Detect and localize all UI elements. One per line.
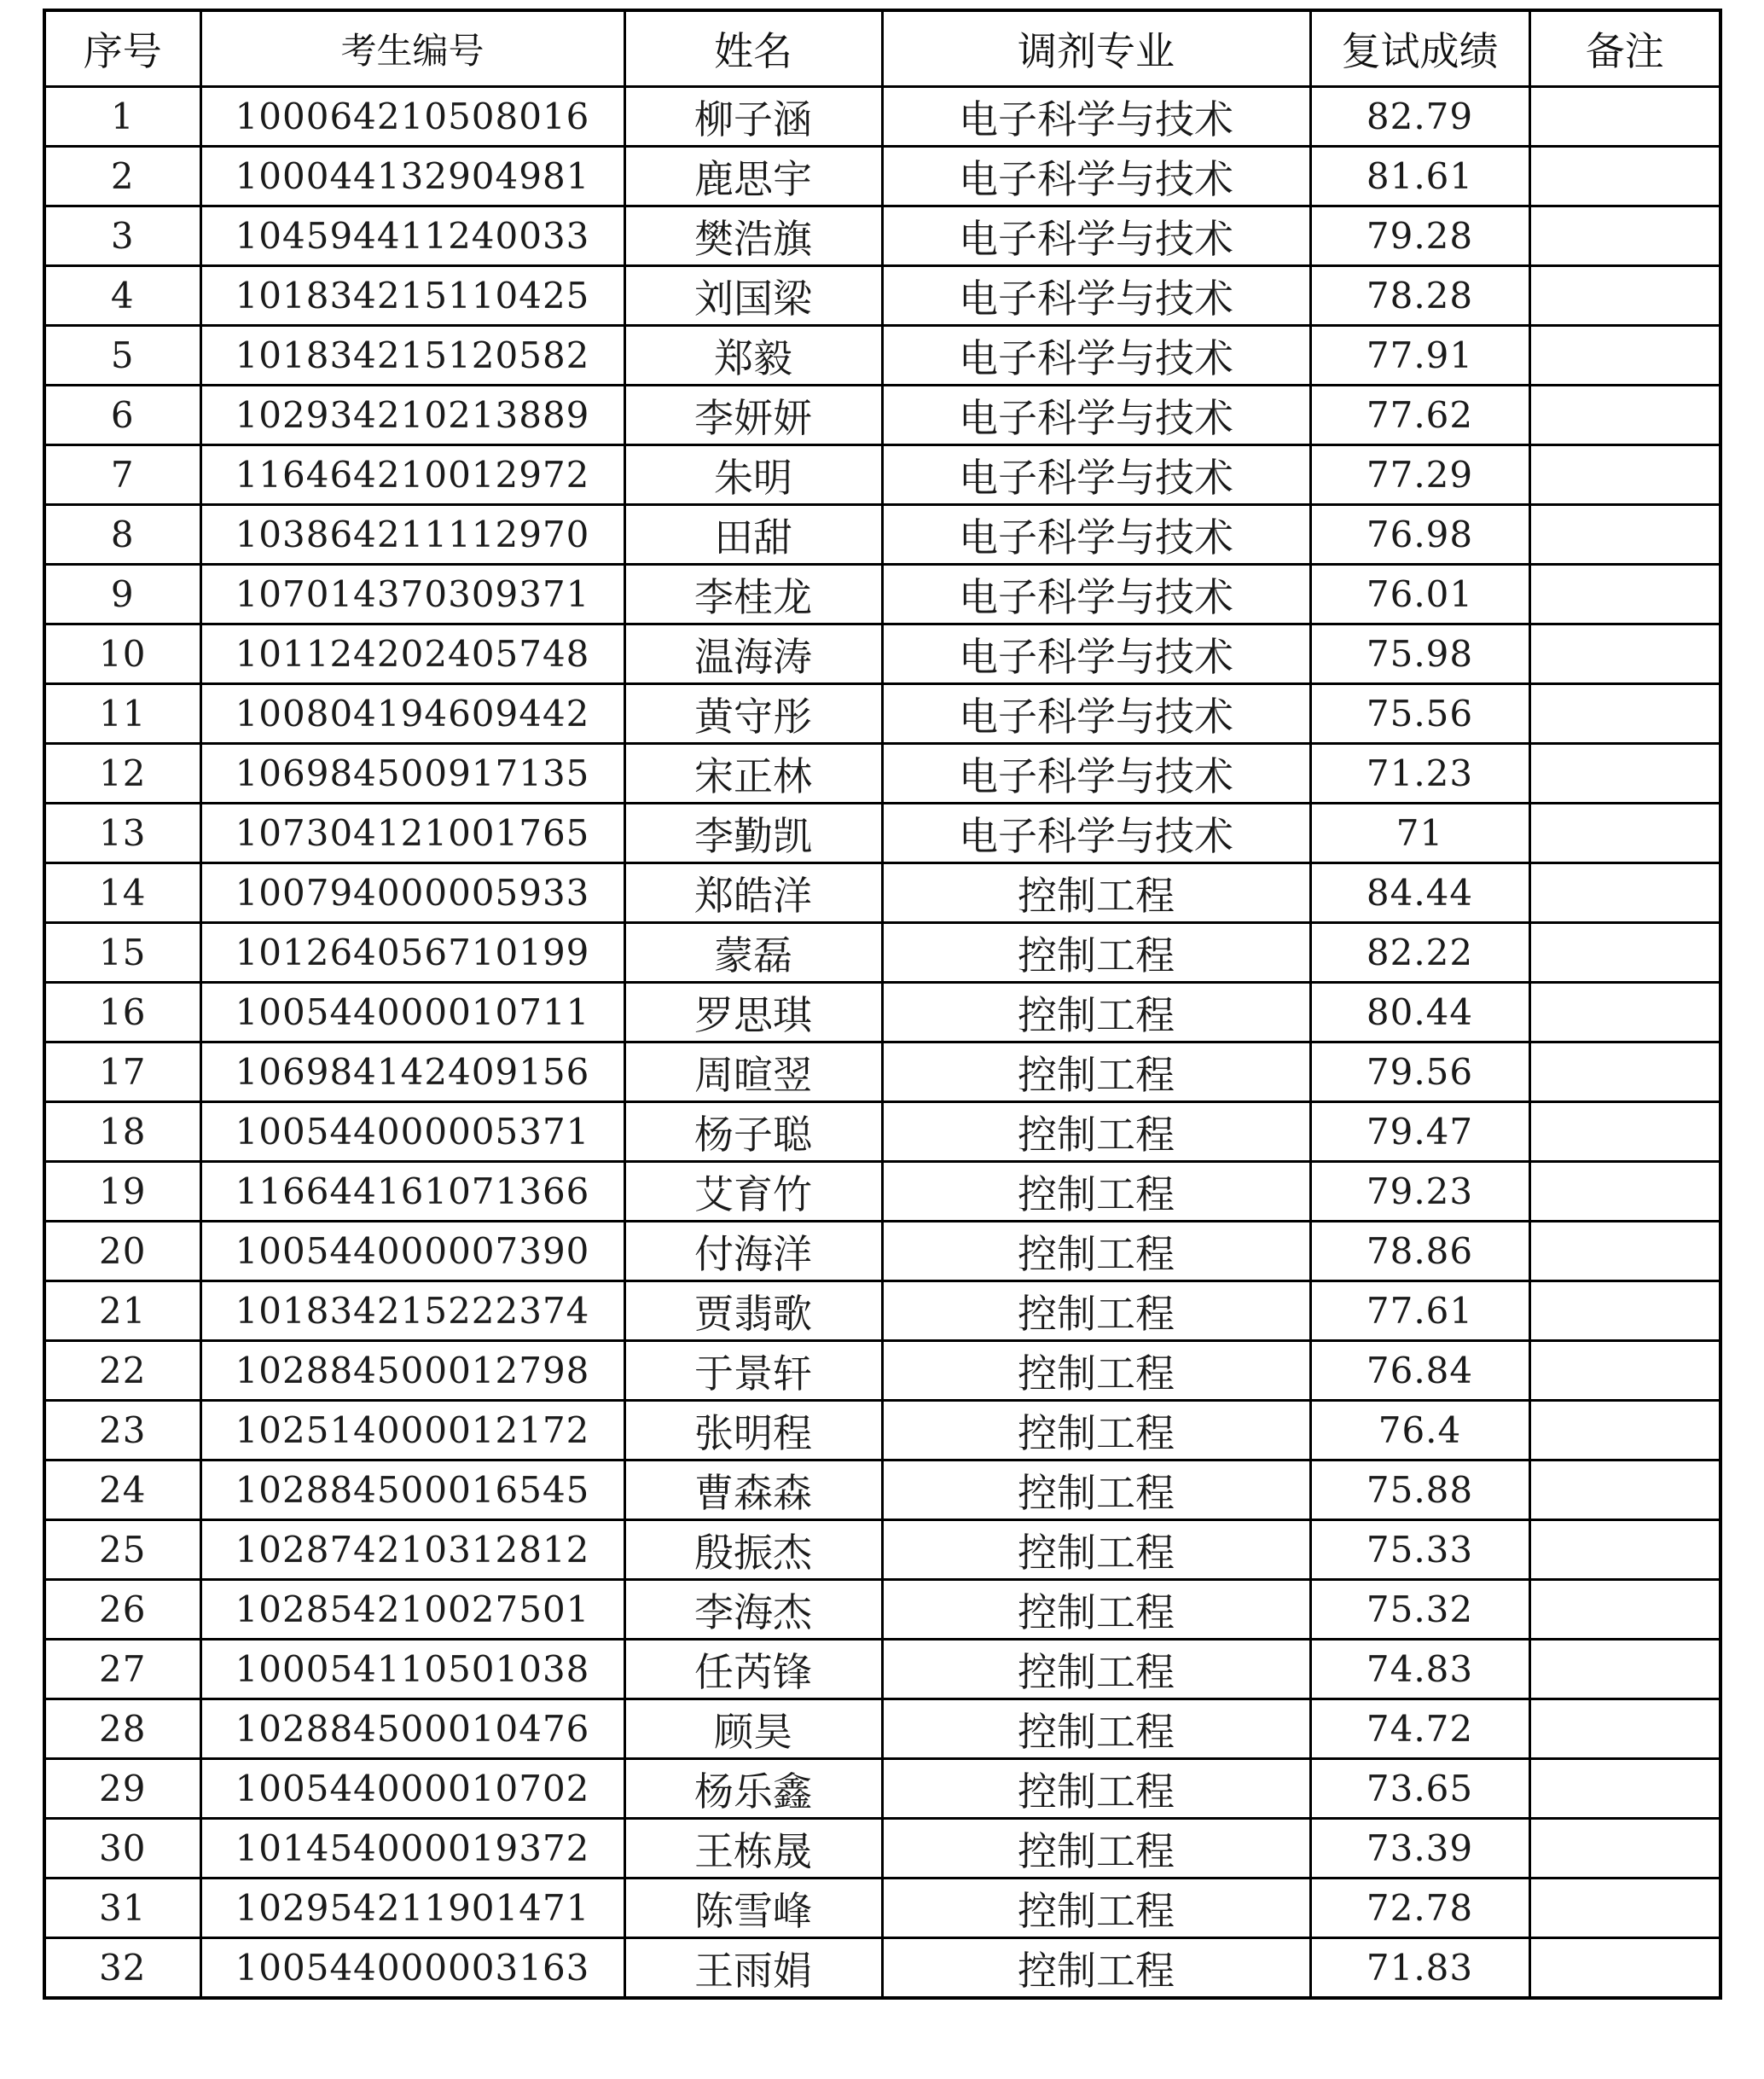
cell-name: 宋正林: [624, 744, 882, 804]
cell-candidate-id: 100794000005933: [200, 863, 624, 923]
cell-score: 71.83: [1310, 1938, 1529, 1999]
cell-score: 79.23: [1310, 1162, 1529, 1222]
cell-name: 贾翡歌: [624, 1281, 882, 1341]
cell-name: 郑毅: [624, 326, 882, 386]
cell-seq: 4: [44, 266, 200, 326]
cell-candidate-id: 106984142409156: [200, 1042, 624, 1102]
cell-score: 81.61: [1310, 147, 1529, 206]
cell-score: 76.01: [1310, 565, 1529, 624]
cell-major: 电子科学与技术: [882, 624, 1310, 684]
cell-remarks: [1529, 1102, 1720, 1162]
cell-name: 杨乐鑫: [624, 1759, 882, 1819]
table-row: [44, 386, 1720, 445]
table-row: [44, 505, 1720, 565]
cell-score: 78.28: [1310, 266, 1529, 326]
cell-seq: 26: [44, 1580, 200, 1640]
cell-name: 杨子聪: [624, 1102, 882, 1162]
cell-name: 任芮锋: [624, 1640, 882, 1699]
cell-seq: 13: [44, 804, 200, 863]
cell-score: 80.44: [1310, 983, 1529, 1042]
cell-score: 71.23: [1310, 744, 1529, 804]
cell-remarks: [1529, 505, 1720, 565]
header-major: 调剂专业: [882, 10, 1310, 87]
table-row: [44, 266, 1720, 326]
table-row: [44, 1699, 1720, 1759]
cell-major: 电子科学与技术: [882, 326, 1310, 386]
cell-remarks: [1529, 206, 1720, 266]
cell-candidate-id: 106984500917135: [200, 744, 624, 804]
table-row: [44, 1938, 1720, 1999]
table-row: [44, 1341, 1720, 1401]
cell-candidate-id: 100544000010702: [200, 1759, 624, 1819]
cell-seq: 18: [44, 1102, 200, 1162]
cell-remarks: [1529, 386, 1720, 445]
cell-name: 罗思琪: [624, 983, 882, 1042]
cell-candidate-id: 101454000019372: [200, 1819, 624, 1879]
cell-seq: 20: [44, 1222, 200, 1281]
cell-name: 张明程: [624, 1401, 882, 1461]
cell-name: 王栋晟: [624, 1819, 882, 1879]
table-row: [44, 1879, 1720, 1938]
cell-name: 周暄翌: [624, 1042, 882, 1102]
cell-major: 控制工程: [882, 863, 1310, 923]
cell-remarks: [1529, 147, 1720, 206]
cell-candidate-id: 102884500010476: [200, 1699, 624, 1759]
cell-major: 电子科学与技术: [882, 565, 1310, 624]
cell-major: 控制工程: [882, 1580, 1310, 1640]
table-row: [44, 147, 1720, 206]
table-row: [44, 1222, 1720, 1281]
cell-candidate-id: 103864211112970: [200, 505, 624, 565]
cell-candidate-id: 100064210508016: [200, 87, 624, 147]
cell-score: 75.88: [1310, 1461, 1529, 1520]
table-row: [44, 923, 1720, 983]
cell-major: 电子科学与技术: [882, 804, 1310, 863]
cell-seq: 3: [44, 206, 200, 266]
cell-name: 曹森森: [624, 1461, 882, 1520]
table-row: [44, 624, 1720, 684]
cell-score: 73.65: [1310, 1759, 1529, 1819]
table-row: [44, 1281, 1720, 1341]
cell-candidate-id: 100544000005371: [200, 1102, 624, 1162]
cell-candidate-id: 100544000007390: [200, 1222, 624, 1281]
cell-score: 82.79: [1310, 87, 1529, 147]
cell-score: 78.86: [1310, 1222, 1529, 1281]
cell-candidate-id: 100544000003163: [200, 1938, 624, 1999]
table-row: [44, 326, 1720, 386]
cell-seq: 7: [44, 445, 200, 505]
cell-name: 殷振杰: [624, 1520, 882, 1580]
cell-score: 79.28: [1310, 206, 1529, 266]
cell-major: 控制工程: [882, 1520, 1310, 1580]
cell-remarks: [1529, 1819, 1720, 1879]
cell-remarks: [1529, 565, 1720, 624]
cell-candidate-id: 102854210027501: [200, 1580, 624, 1640]
header-name: 姓名: [624, 10, 882, 87]
cell-name: 朱明: [624, 445, 882, 505]
cell-candidate-id: 102884500016545: [200, 1461, 624, 1520]
cell-seq: 12: [44, 744, 200, 804]
cell-name: 蒙磊: [624, 923, 882, 983]
cell-major: 电子科学与技术: [882, 505, 1310, 565]
cell-remarks: [1529, 1222, 1720, 1281]
cell-remarks: [1529, 87, 1720, 147]
cell-seq: 1: [44, 87, 200, 147]
cell-seq: 6: [44, 386, 200, 445]
cell-score: 71: [1310, 804, 1529, 863]
cell-seq: 23: [44, 1401, 200, 1461]
cell-score: 74.83: [1310, 1640, 1529, 1699]
table-row: [44, 863, 1720, 923]
table-row: [44, 1461, 1720, 1520]
cell-remarks: [1529, 1162, 1720, 1222]
cell-seq: 19: [44, 1162, 200, 1222]
cell-score: 77.61: [1310, 1281, 1529, 1341]
cell-name: 刘国梁: [624, 266, 882, 326]
cell-name: 鹿思宇: [624, 147, 882, 206]
cell-score: 77.29: [1310, 445, 1529, 505]
table-row: [44, 1580, 1720, 1640]
table-row: [44, 983, 1720, 1042]
cell-major: 控制工程: [882, 1759, 1310, 1819]
adjustment-results-table: [43, 9, 1722, 2000]
cell-candidate-id: 100544000010711: [200, 983, 624, 1042]
cell-major: 控制工程: [882, 1938, 1310, 1999]
table-row: [44, 1102, 1720, 1162]
cell-score: 79.47: [1310, 1102, 1529, 1162]
cell-name: 李桂龙: [624, 565, 882, 624]
cell-score: 76.84: [1310, 1341, 1529, 1401]
cell-major: 控制工程: [882, 1819, 1310, 1879]
cell-name: 温海涛: [624, 624, 882, 684]
cell-major: 控制工程: [882, 1341, 1310, 1401]
cell-candidate-id: 102954211901471: [200, 1879, 624, 1938]
cell-candidate-id: 101264056710199: [200, 923, 624, 983]
cell-seq: 21: [44, 1281, 200, 1341]
cell-major: 控制工程: [882, 983, 1310, 1042]
cell-name: 陈雪峰: [624, 1879, 882, 1938]
cell-major: 电子科学与技术: [882, 386, 1310, 445]
cell-candidate-id: 100804194609442: [200, 684, 624, 744]
cell-seq: 15: [44, 923, 200, 983]
table-row: [44, 684, 1720, 744]
cell-major: 电子科学与技术: [882, 206, 1310, 266]
cell-major: 电子科学与技术: [882, 87, 1310, 147]
cell-major: 控制工程: [882, 1281, 1310, 1341]
cell-seq: 9: [44, 565, 200, 624]
table-row: [44, 1640, 1720, 1699]
cell-seq: 29: [44, 1759, 200, 1819]
cell-seq: 27: [44, 1640, 200, 1699]
cell-score: 75.98: [1310, 624, 1529, 684]
cell-remarks: [1529, 1042, 1720, 1102]
cell-major: 控制工程: [882, 923, 1310, 983]
cell-major: 控制工程: [882, 1461, 1310, 1520]
header-remarks: 备注: [1529, 10, 1720, 87]
cell-major: 电子科学与技术: [882, 147, 1310, 206]
cell-score: 72.78: [1310, 1879, 1529, 1938]
cell-score: 82.22: [1310, 923, 1529, 983]
cell-score: 79.56: [1310, 1042, 1529, 1102]
cell-candidate-id: 116464210012972: [200, 445, 624, 505]
cell-candidate-id: 102934210213889: [200, 386, 624, 445]
cell-major: 电子科学与技术: [882, 445, 1310, 505]
cell-remarks: [1529, 804, 1720, 863]
cell-score: 77.62: [1310, 386, 1529, 445]
cell-candidate-id: 116644161071366: [200, 1162, 624, 1222]
cell-remarks: [1529, 744, 1720, 804]
table-row: [44, 1819, 1720, 1879]
cell-seq: 17: [44, 1042, 200, 1102]
cell-seq: 8: [44, 505, 200, 565]
cell-candidate-id: 100044132904981: [200, 147, 624, 206]
cell-score: 73.39: [1310, 1819, 1529, 1879]
cell-candidate-id: 102874210312812: [200, 1520, 624, 1580]
header-score: 复试成绩: [1310, 10, 1529, 87]
cell-candidate-id: 101834215120582: [200, 326, 624, 386]
cell-candidate-id: 102514000012172: [200, 1401, 624, 1461]
cell-remarks: [1529, 684, 1720, 744]
cell-remarks: [1529, 1759, 1720, 1819]
cell-name: 付海洋: [624, 1222, 882, 1281]
cell-seq: 28: [44, 1699, 200, 1759]
table-row: [44, 1759, 1720, 1819]
table-row: [44, 1401, 1720, 1461]
cell-name: 樊浩旗: [624, 206, 882, 266]
cell-name: 柳子涵: [624, 87, 882, 147]
cell-name: 田甜: [624, 505, 882, 565]
table-row: [44, 744, 1720, 804]
cell-seq: 14: [44, 863, 200, 923]
cell-remarks: [1529, 923, 1720, 983]
cell-score: 75.33: [1310, 1520, 1529, 1580]
cell-major: 电子科学与技术: [882, 266, 1310, 326]
cell-name: 王雨娟: [624, 1938, 882, 1999]
cell-remarks: [1529, 1580, 1720, 1640]
cell-seq: 32: [44, 1938, 200, 1999]
cell-major: 电子科学与技术: [882, 684, 1310, 744]
cell-remarks: [1529, 983, 1720, 1042]
cell-remarks: [1529, 624, 1720, 684]
cell-score: 76.98: [1310, 505, 1529, 565]
cell-candidate-id: 100054110501038: [200, 1640, 624, 1699]
table-row: [44, 1042, 1720, 1102]
table-row: [44, 1162, 1720, 1222]
cell-candidate-id: 107014370309371: [200, 565, 624, 624]
table-row: [44, 445, 1720, 505]
cell-remarks: [1529, 863, 1720, 923]
cell-remarks: [1529, 1699, 1720, 1759]
table-row: [44, 206, 1720, 266]
cell-major: 控制工程: [882, 1699, 1310, 1759]
table-row: [44, 1520, 1720, 1580]
table-body: [44, 87, 1720, 1999]
cell-name: 郑皓洋: [624, 863, 882, 923]
cell-major: 控制工程: [882, 1222, 1310, 1281]
table-row: [44, 87, 1720, 147]
cell-major: 控制工程: [882, 1042, 1310, 1102]
cell-seq: 31: [44, 1879, 200, 1938]
cell-candidate-id: 104594411240033: [200, 206, 624, 266]
cell-remarks: [1529, 1281, 1720, 1341]
header-seq: 序号: [44, 10, 200, 87]
cell-major: 控制工程: [882, 1640, 1310, 1699]
cell-score: 74.72: [1310, 1699, 1529, 1759]
cell-seq: 30: [44, 1819, 200, 1879]
header-candidate-id: 考生编号: [200, 10, 624, 87]
cell-remarks: [1529, 1401, 1720, 1461]
cell-remarks: [1529, 326, 1720, 386]
results-sheet: [43, 9, 1719, 2000]
cell-score: 76.4: [1310, 1401, 1529, 1461]
cell-major: 控制工程: [882, 1401, 1310, 1461]
cell-name: 黄守彤: [624, 684, 882, 744]
cell-remarks: [1529, 1640, 1720, 1699]
cell-major: 控制工程: [882, 1102, 1310, 1162]
cell-remarks: [1529, 1461, 1720, 1520]
cell-candidate-id: 101834215110425: [200, 266, 624, 326]
cell-seq: 10: [44, 624, 200, 684]
cell-candidate-id: 102884500012798: [200, 1341, 624, 1401]
cell-name: 李妍妍: [624, 386, 882, 445]
cell-name: 李勤凯: [624, 804, 882, 863]
cell-candidate-id: 101124202405748: [200, 624, 624, 684]
table-row: [44, 804, 1720, 863]
cell-score: 84.44: [1310, 863, 1529, 923]
cell-major: 电子科学与技术: [882, 744, 1310, 804]
cell-candidate-id: 101834215222374: [200, 1281, 624, 1341]
cell-major: 控制工程: [882, 1162, 1310, 1222]
cell-remarks: [1529, 1938, 1720, 1999]
cell-seq: 16: [44, 983, 200, 1042]
cell-major: 控制工程: [882, 1879, 1310, 1938]
cell-score: 75.32: [1310, 1580, 1529, 1640]
cell-remarks: [1529, 1341, 1720, 1401]
cell-name: 于景轩: [624, 1341, 882, 1401]
cell-seq: 22: [44, 1341, 200, 1401]
cell-candidate-id: 107304121001765: [200, 804, 624, 863]
cell-remarks: [1529, 266, 1720, 326]
table-row: [44, 565, 1720, 624]
cell-score: 77.91: [1310, 326, 1529, 386]
cell-remarks: [1529, 1879, 1720, 1938]
cell-score: 75.56: [1310, 684, 1529, 744]
cell-seq: 2: [44, 147, 200, 206]
header-row: [44, 10, 1720, 87]
cell-name: 顾昊: [624, 1699, 882, 1759]
cell-remarks: [1529, 1520, 1720, 1580]
cell-seq: 24: [44, 1461, 200, 1520]
cell-seq: 25: [44, 1520, 200, 1580]
cell-seq: 5: [44, 326, 200, 386]
cell-name: 艾育竹: [624, 1162, 882, 1222]
cell-seq: 11: [44, 684, 200, 744]
cell-name: 李海杰: [624, 1580, 882, 1640]
cell-remarks: [1529, 445, 1720, 505]
